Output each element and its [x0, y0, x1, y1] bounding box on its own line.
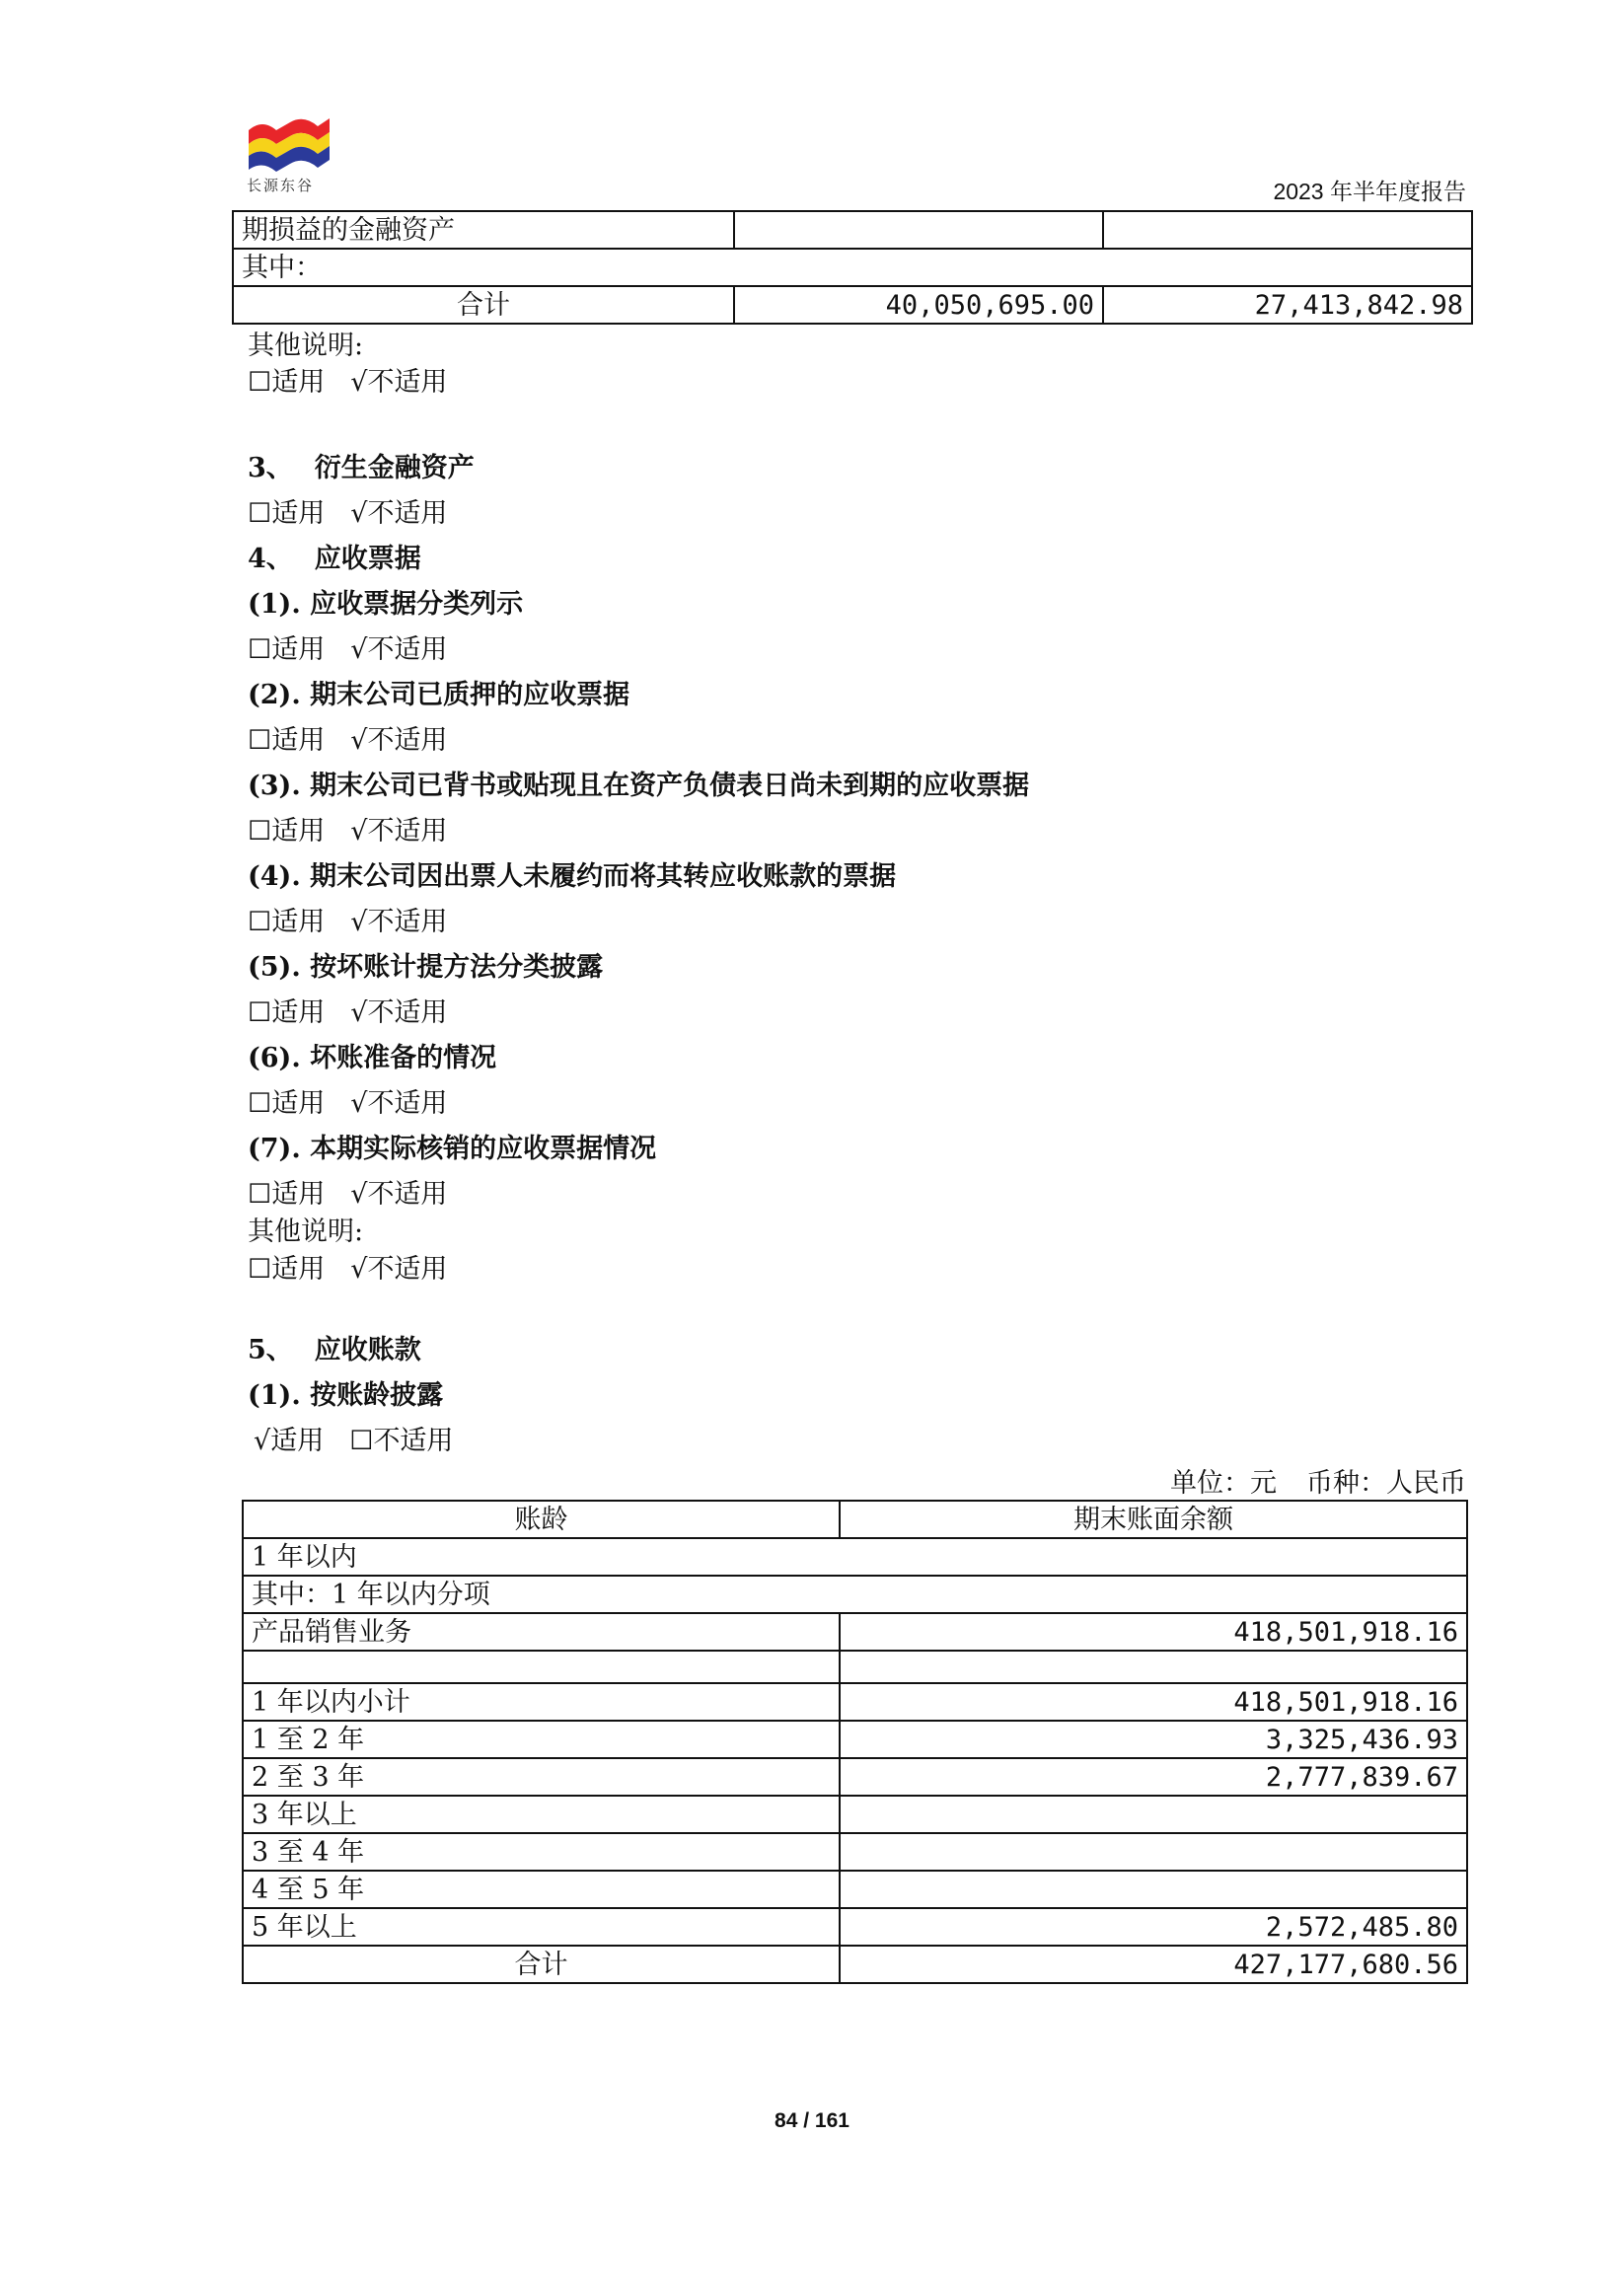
checkbox-empty-icon: ☐ — [248, 1179, 272, 1210]
checkmark-icon: √ — [350, 1088, 368, 1119]
other-note: 其他说明: — [248, 1216, 364, 1247]
fair-value-table — [232, 210, 1473, 325]
checkmark-icon: √ — [350, 816, 368, 847]
table-row — [233, 249, 1472, 286]
unit-label: 单位：元 — [1170, 1468, 1277, 1499]
checkbox-empty-icon: ☐ — [248, 907, 272, 937]
option-row — [248, 724, 447, 758]
option-row — [254, 1425, 453, 1458]
subsection-heading: (3). 期末公司已背书或贴现且在资产负债表日尚未到期的应收票据 — [248, 771, 1030, 801]
option-row — [248, 815, 447, 848]
row-value — [840, 1651, 1467, 1683]
other-note: 其他说明: — [248, 331, 364, 361]
table-header-row — [243, 1501, 1467, 1538]
row-label: 产品销售业务 — [243, 1613, 840, 1651]
option-row — [248, 996, 447, 1030]
option-label: 适用 — [271, 634, 326, 665]
unit-currency-note — [1170, 1467, 1466, 1501]
subsection-heading: (2). 期末公司已质押的应收票据 — [248, 680, 630, 710]
row-value — [840, 1871, 1467, 1908]
option-label: 适用 — [271, 367, 326, 398]
subsection-heading: (1). 按账龄披露 — [248, 1380, 444, 1411]
checkbox-empty-icon: ☐ — [248, 725, 272, 756]
checkbox-empty-icon: ☐ — [248, 1254, 272, 1285]
section-title: 衍生金融资产 — [314, 453, 475, 483]
row-value: 40,050,695.00 — [734, 286, 1103, 324]
section-title: 应收票据 — [314, 544, 421, 574]
checkbox-empty-icon: ☐ — [248, 816, 272, 847]
row-label — [243, 1651, 840, 1683]
option-label: 适用 — [271, 816, 326, 847]
row-label: 其中： — [233, 249, 1472, 286]
section-heading — [248, 1334, 421, 1367]
option-label: 适用 — [271, 1254, 326, 1285]
option-row — [248, 906, 447, 939]
section-heading — [248, 452, 475, 485]
column-header: 账龄 — [243, 1501, 840, 1538]
checkmark-icon: √ — [350, 1254, 368, 1285]
option-label: 不适用 — [367, 816, 448, 847]
checkbox-empty-icon: ☐ — [349, 1426, 374, 1456]
option-row — [248, 497, 447, 531]
table-row — [243, 1721, 1467, 1758]
table-row-total — [233, 286, 1472, 324]
subsection-heading: (5). 按坏账计提方法分类披露 — [248, 952, 604, 983]
row-value: 2,572,485.80 — [840, 1908, 1467, 1946]
subsection-heading: (1). 应收票据分类列示 — [248, 589, 524, 620]
table-row — [243, 1833, 1467, 1871]
checkmark-icon: √ — [350, 1179, 368, 1210]
row-value: 3,325,436.93 — [840, 1721, 1467, 1758]
option-label: 不适用 — [367, 997, 448, 1028]
column-header: 期末账面余额 — [840, 1501, 1467, 1538]
subsection-heading: (6). 坏账准备的情况 — [248, 1043, 497, 1073]
table-row — [243, 1538, 1467, 1576]
row-label: 3 至 4 年 — [243, 1833, 840, 1871]
section-number: 5、 — [248, 1335, 293, 1365]
section-title: 应收账款 — [314, 1335, 421, 1365]
subsection-heading: (4). 期末公司因出票人未履约而将其转应收账款的票据 — [248, 861, 897, 892]
logo-text: 长源东谷 — [247, 177, 315, 194]
report-title: 2023 年半年度报告 — [1273, 179, 1466, 204]
option-label: 不适用 — [367, 498, 448, 529]
table-row — [233, 211, 1472, 249]
option-label: 不适用 — [373, 1426, 454, 1456]
row-label: 2 至 3 年 — [243, 1758, 840, 1796]
receivables-aging-table — [242, 1500, 1468, 1984]
row-value — [734, 211, 1103, 249]
checkbox-empty-icon: ☐ — [248, 997, 272, 1028]
section-number: 3、 — [248, 453, 293, 483]
option-row — [248, 1178, 447, 1212]
checkmark-icon: √ — [350, 634, 368, 665]
checkmark-icon: √ — [350, 725, 368, 756]
row-label: 1 年以内 — [243, 1538, 1467, 1576]
option-label: 不适用 — [367, 1088, 448, 1119]
row-label: 合计 — [243, 1946, 840, 1983]
row-label: 1 至 2 年 — [243, 1721, 840, 1758]
option-row — [248, 1087, 447, 1121]
checkmark-icon: √ — [350, 367, 368, 398]
checkmark-icon: √ — [350, 997, 368, 1028]
row-value — [840, 1796, 1467, 1833]
currency-label: 币种：人民币 — [1306, 1468, 1466, 1499]
option-label: 适用 — [270, 1426, 325, 1456]
option-label: 不适用 — [367, 1254, 448, 1285]
row-value — [1103, 211, 1472, 249]
section-heading — [248, 543, 421, 576]
option-label: 不适用 — [367, 367, 448, 398]
option-label: 不适用 — [367, 725, 448, 756]
table-row — [243, 1576, 1467, 1613]
option-label: 适用 — [271, 1088, 326, 1119]
row-value: 27,413,842.98 — [1103, 286, 1472, 324]
company-logo — [247, 116, 333, 194]
row-value: 427,177,680.56 — [840, 1946, 1467, 1983]
checkmark-icon: √ — [350, 498, 368, 529]
option-label: 不适用 — [367, 1179, 448, 1210]
table-row — [243, 1613, 1467, 1651]
row-label: 期损益的金融资产 — [233, 211, 734, 249]
row-label: 5 年以上 — [243, 1908, 840, 1946]
row-label: 4 至 5 年 — [243, 1871, 840, 1908]
table-row — [243, 1683, 1467, 1721]
option-label: 适用 — [271, 997, 326, 1028]
option-label: 适用 — [271, 725, 326, 756]
option-label: 不适用 — [367, 634, 448, 665]
option-row — [248, 633, 447, 667]
table-row — [243, 1871, 1467, 1908]
option-label: 适用 — [271, 907, 326, 937]
page-number: 84 / 161 — [775, 2109, 849, 2132]
row-label: 3 年以上 — [243, 1796, 840, 1833]
row-label: 合计 — [233, 286, 734, 324]
checkbox-empty-icon: ☐ — [248, 498, 272, 529]
checkbox-empty-icon: ☐ — [248, 1088, 272, 1119]
row-label: 1 年以内小计 — [243, 1683, 840, 1721]
logo-stripes-icon — [247, 116, 333, 176]
section-number: 4、 — [248, 544, 293, 574]
option-row — [248, 366, 447, 400]
row-value: 418,501,918.16 — [840, 1683, 1467, 1721]
checkbox-empty-icon: ☐ — [248, 367, 272, 398]
row-value — [840, 1833, 1467, 1871]
checkmark-icon: √ — [350, 907, 368, 937]
row-label: 其中：1 年以内分项 — [243, 1576, 1467, 1613]
checkbox-empty-icon: ☐ — [248, 634, 272, 665]
checkmark-icon: √ — [254, 1426, 271, 1456]
row-value: 418,501,918.16 — [840, 1613, 1467, 1651]
table-row — [243, 1758, 1467, 1796]
table-row — [243, 1651, 1467, 1683]
table-row-total — [243, 1946, 1467, 1983]
table-row — [243, 1908, 1467, 1946]
option-label: 适用 — [271, 498, 326, 529]
option-row — [248, 1253, 447, 1287]
table-row — [243, 1796, 1467, 1833]
row-value: 2,777,839.67 — [840, 1758, 1467, 1796]
option-label: 不适用 — [367, 907, 448, 937]
subsection-heading: (7). 本期实际核销的应收票据情况 — [248, 1134, 657, 1164]
option-label: 适用 — [271, 1179, 326, 1210]
